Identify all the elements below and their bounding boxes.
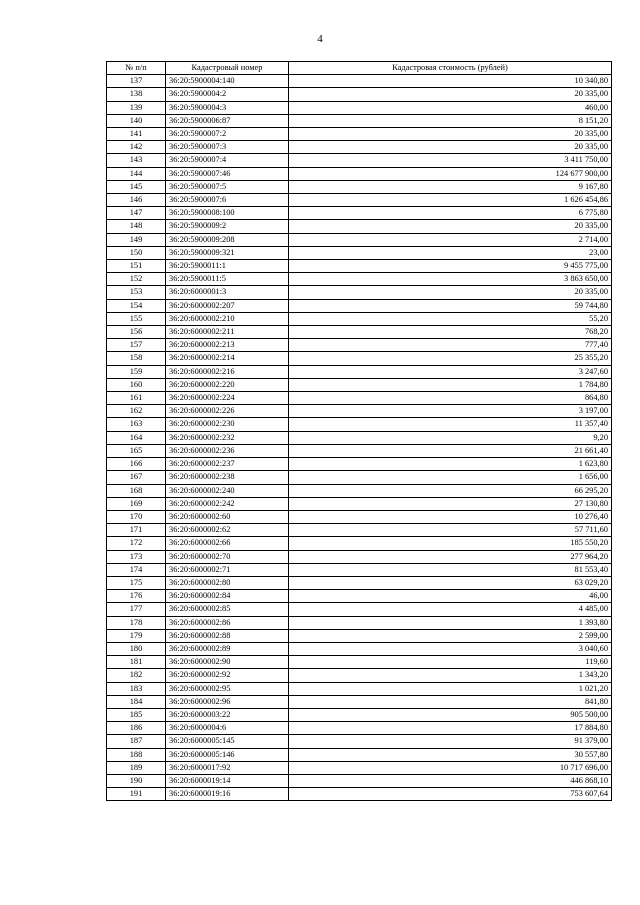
row-number-cell: 153 <box>107 286 166 299</box>
cadastral-value-cell: 20 335,00 <box>289 88 612 101</box>
cadastral-number-cell: 36:20:5900007:4 <box>166 154 289 167</box>
row-number-cell: 145 <box>107 180 166 193</box>
row-number-cell: 152 <box>107 273 166 286</box>
cadastral-number-cell: 36:20:6000005:145 <box>166 735 289 748</box>
row-number-cell: 139 <box>107 101 166 114</box>
cadastral-number-cell: 36:20:6000005:146 <box>166 748 289 761</box>
row-number-cell: 141 <box>107 128 166 141</box>
row-number-cell: 191 <box>107 788 166 801</box>
row-number-cell: 180 <box>107 642 166 655</box>
row-number-cell: 189 <box>107 761 166 774</box>
row-number-cell: 157 <box>107 339 166 352</box>
table-row <box>107 722 612 735</box>
row-number-cell: 177 <box>107 603 166 616</box>
row-number-cell: 176 <box>107 590 166 603</box>
cadastral-value-cell: 27 130,80 <box>289 497 612 510</box>
cadastral-number-cell: 36:20:6000003:22 <box>166 708 289 721</box>
cadastral-value-cell: 59 744,80 <box>289 299 612 312</box>
cadastral-number-cell: 36:20:5900004:2 <box>166 88 289 101</box>
cadastral-value-cell: 23,00 <box>289 246 612 259</box>
cadastral-value-cell: 66 295,20 <box>289 484 612 497</box>
table-row <box>107 669 612 682</box>
cadastral-value-cell: 2 599,00 <box>289 629 612 642</box>
row-number-cell: 166 <box>107 458 166 471</box>
row-number-cell: 183 <box>107 682 166 695</box>
cadastral-number-cell: 36:20:6000002:62 <box>166 524 289 537</box>
row-number-cell: 155 <box>107 312 166 325</box>
row-number-cell: 182 <box>107 669 166 682</box>
row-number-cell: 178 <box>107 616 166 629</box>
cadastral-number-cell: 36:20:6000002:90 <box>166 656 289 669</box>
row-number-cell: 169 <box>107 497 166 510</box>
table-row <box>107 497 612 510</box>
cadastral-value-cell: 11 357,40 <box>289 418 612 431</box>
cadastral-number-cell: 36:20:6000002:86 <box>166 616 289 629</box>
cadastral-value-cell: 10 340,80 <box>289 75 612 88</box>
cadastral-value-cell: 2 714,00 <box>289 233 612 246</box>
cadastral-value-cell: 20 335,00 <box>289 286 612 299</box>
table-row <box>107 444 612 457</box>
cadastral-number-cell: 36:20:6000002:88 <box>166 629 289 642</box>
cadastral-value-cell: 3 863 650,00 <box>289 273 612 286</box>
table-row <box>107 299 612 312</box>
cadastral-number-cell: 36:20:5900011:1 <box>166 260 289 273</box>
row-number-cell: 179 <box>107 629 166 642</box>
table-row <box>107 326 612 339</box>
row-number-cell: 175 <box>107 576 166 589</box>
cadastral-value-cell: 864,80 <box>289 392 612 405</box>
table-row <box>107 75 612 88</box>
table-row <box>107 273 612 286</box>
cadastral-value-cell: 1 021,20 <box>289 682 612 695</box>
cadastral-value-cell: 1 343,20 <box>289 669 612 682</box>
table-row <box>107 616 612 629</box>
cadastral-number-cell: 36:20:5900007:46 <box>166 167 289 180</box>
table-row <box>107 154 612 167</box>
table-row <box>107 788 612 801</box>
row-number-cell: 161 <box>107 392 166 405</box>
cadastral-value-cell: 46,00 <box>289 590 612 603</box>
row-number-cell: 138 <box>107 88 166 101</box>
row-number-cell: 158 <box>107 352 166 365</box>
cadastral-number-cell: 36:20:6000002:214 <box>166 352 289 365</box>
cadastral-number-cell: 36:20:5900009:208 <box>166 233 289 246</box>
cadastral-number-cell: 36:20:6000002:238 <box>166 471 289 484</box>
table-row <box>107 378 612 391</box>
cadastral-value-cell: 6 775,80 <box>289 207 612 220</box>
header-cadastral-value: Кадастровая стоимость (рублей) <box>289 62 612 75</box>
table-row <box>107 260 612 273</box>
row-number-cell: 172 <box>107 537 166 550</box>
cadastral-value-cell: 277 964,20 <box>289 550 612 563</box>
cadastral-value-cell: 1 626 454,86 <box>289 194 612 207</box>
row-number-cell: 184 <box>107 695 166 708</box>
cadastral-value-cell: 768,20 <box>289 326 612 339</box>
row-number-cell: 170 <box>107 510 166 523</box>
row-number-cell: 148 <box>107 220 166 233</box>
table-row <box>107 484 612 497</box>
cadastral-value-cell: 9,20 <box>289 431 612 444</box>
cadastral-number-cell: 36:20:6000002:96 <box>166 695 289 708</box>
cadastral-value-cell: 81 553,40 <box>289 563 612 576</box>
table-row <box>107 603 612 616</box>
cadastral-value-cell: 8 151,20 <box>289 114 612 127</box>
row-number-cell: 162 <box>107 405 166 418</box>
row-number-cell: 137 <box>107 75 166 88</box>
row-number-cell: 187 <box>107 735 166 748</box>
row-number-cell: 150 <box>107 246 166 259</box>
cadastral-value-cell: 91 379,00 <box>289 735 612 748</box>
cadastral-number-cell: 36:20:6000002:236 <box>166 444 289 457</box>
table-row <box>107 141 612 154</box>
row-number-cell: 186 <box>107 722 166 735</box>
table-row <box>107 365 612 378</box>
table-row <box>107 576 612 589</box>
cadastral-value-cell: 119,60 <box>289 656 612 669</box>
table-row <box>107 88 612 101</box>
row-number-cell: 165 <box>107 444 166 457</box>
cadastral-value-cell: 10 717 696,00 <box>289 761 612 774</box>
table-row <box>107 101 612 114</box>
table-row <box>107 563 612 576</box>
cadastral-number-cell: 36:20:6000002:80 <box>166 576 289 589</box>
row-number-cell: 142 <box>107 141 166 154</box>
row-number-cell: 146 <box>107 194 166 207</box>
row-number-cell: 174 <box>107 563 166 576</box>
cadastral-number-cell: 36:20:5900004:3 <box>166 101 289 114</box>
cadastral-number-cell: 36:20:6000002:226 <box>166 405 289 418</box>
cadastral-number-cell: 36:20:5900006:87 <box>166 114 289 127</box>
cadastral-value-cell: 3 411 750,00 <box>289 154 612 167</box>
table-body <box>107 75 612 801</box>
table-row <box>107 550 612 563</box>
cadastral-value-cell: 17 884,80 <box>289 722 612 735</box>
cadastral-number-cell: 36:20:6000002:92 <box>166 669 289 682</box>
cadastral-value-cell: 9 167,80 <box>289 180 612 193</box>
table-row <box>107 286 612 299</box>
cadastral-value-cell: 1 656,00 <box>289 471 612 484</box>
cadastral-value-cell: 20 335,00 <box>289 220 612 233</box>
table-row <box>107 708 612 721</box>
cadastral-value-cell: 3 247,60 <box>289 365 612 378</box>
cadastral-value-cell: 1 784,80 <box>289 378 612 391</box>
cadastral-number-cell: 36:20:6000002:230 <box>166 418 289 431</box>
cadastral-value-cell: 10 276,40 <box>289 510 612 523</box>
cadastral-number-cell: 36:20:5900007:2 <box>166 128 289 141</box>
cadastral-number-cell: 36:20:6000017:92 <box>166 761 289 774</box>
cadastral-value-cell: 777,40 <box>289 339 612 352</box>
cadastral-value-cell: 446 868,10 <box>289 774 612 787</box>
table-row <box>107 524 612 537</box>
cadastral-number-cell: 36:20:6000002:242 <box>166 497 289 510</box>
table-row <box>107 233 612 246</box>
table-row <box>107 392 612 405</box>
table-row <box>107 656 612 669</box>
table-row <box>107 537 612 550</box>
cadastral-number-cell: 36:20:6000002:60 <box>166 510 289 523</box>
cadastral-number-cell: 36:20:6000001:3 <box>166 286 289 299</box>
row-number-cell: 173 <box>107 550 166 563</box>
cadastral-number-cell: 36:20:6000004:6 <box>166 722 289 735</box>
row-number-cell: 171 <box>107 524 166 537</box>
table-row <box>107 114 612 127</box>
cadastral-number-cell: 36:20:6000002:66 <box>166 537 289 550</box>
table-row <box>107 220 612 233</box>
cadastral-value-cell: 25 355,20 <box>289 352 612 365</box>
table-row <box>107 128 612 141</box>
table-row <box>107 695 612 708</box>
cadastral-value-cell: 30 557,80 <box>289 748 612 761</box>
cadastral-value-cell: 9 455 775,00 <box>289 260 612 273</box>
table-row <box>107 458 612 471</box>
cadastral-number-cell: 36:20:6000002:210 <box>166 312 289 325</box>
table-row <box>107 735 612 748</box>
cadastral-number-cell: 36:20:5900009:2 <box>166 220 289 233</box>
row-number-cell: 185 <box>107 708 166 721</box>
row-number-cell: 154 <box>107 299 166 312</box>
cadastral-value-cell: 4 485,00 <box>289 603 612 616</box>
table-row <box>107 642 612 655</box>
cadastral-value-cell: 57 711,60 <box>289 524 612 537</box>
cadastral-value-cell: 753 607,64 <box>289 788 612 801</box>
table-row <box>107 761 612 774</box>
row-number-cell: 181 <box>107 656 166 669</box>
cadastral-value-cell: 20 335,00 <box>289 128 612 141</box>
cadastral-value-cell: 20 335,00 <box>289 141 612 154</box>
cadastral-number-cell: 36:20:6000002:84 <box>166 590 289 603</box>
table-row <box>107 774 612 787</box>
cadastral-number-cell: 36:20:6000002:207 <box>166 299 289 312</box>
table-row <box>107 510 612 523</box>
header-row-number: № п/п <box>107 62 166 75</box>
cadastral-value-cell: 460,00 <box>289 101 612 114</box>
cadastral-number-cell: 36:20:5900009:321 <box>166 246 289 259</box>
cadastral-number-cell: 36:20:6000002:211 <box>166 326 289 339</box>
cadastral-number-cell: 36:20:5900007:6 <box>166 194 289 207</box>
table-row <box>107 207 612 220</box>
row-number-cell: 159 <box>107 365 166 378</box>
cadastral-value-cell: 1 623,80 <box>289 458 612 471</box>
cadastral-number-cell: 36:20:6000002:95 <box>166 682 289 695</box>
row-number-cell: 143 <box>107 154 166 167</box>
cadastral-value-table <box>106 61 612 801</box>
table-row <box>107 418 612 431</box>
cadastral-number-cell: 36:20:6000002:240 <box>166 484 289 497</box>
cadastral-value-cell: 3 197,00 <box>289 405 612 418</box>
cadastral-number-cell: 36:20:6000002:220 <box>166 378 289 391</box>
cadastral-value-cell: 841,80 <box>289 695 612 708</box>
row-number-cell: 163 <box>107 418 166 431</box>
cadastral-number-cell: 36:20:6000002:216 <box>166 365 289 378</box>
row-number-cell: 147 <box>107 207 166 220</box>
row-number-cell: 188 <box>107 748 166 761</box>
cadastral-number-cell: 36:20:5900007:5 <box>166 180 289 193</box>
table-row <box>107 180 612 193</box>
cadastral-number-cell: 36:20:5900008:100 <box>166 207 289 220</box>
page-number: 4 <box>317 33 323 45</box>
cadastral-number-cell: 36:20:6000002:237 <box>166 458 289 471</box>
table-row <box>107 312 612 325</box>
cadastral-number-cell: 36:20:6000002:70 <box>166 550 289 563</box>
row-number-cell: 144 <box>107 167 166 180</box>
table-row <box>107 682 612 695</box>
cadastral-value-cell: 124 677 900,00 <box>289 167 612 180</box>
row-number-cell: 190 <box>107 774 166 787</box>
cadastral-value-cell: 1 393,80 <box>289 616 612 629</box>
cadastral-number-cell: 36:20:6000019:16 <box>166 788 289 801</box>
cadastral-number-cell: 36:20:6000002:224 <box>166 392 289 405</box>
table-row <box>107 629 612 642</box>
row-number-cell: 164 <box>107 431 166 444</box>
row-number-cell: 149 <box>107 233 166 246</box>
cadastral-number-cell: 36:20:6000002:71 <box>166 563 289 576</box>
cadastral-value-cell: 3 040,60 <box>289 642 612 655</box>
table-header-row <box>107 62 612 75</box>
row-number-cell: 151 <box>107 260 166 273</box>
row-number-cell: 140 <box>107 114 166 127</box>
table-row <box>107 194 612 207</box>
cadastral-number-cell: 36:20:6000002:213 <box>166 339 289 352</box>
cadastral-value-cell: 55,20 <box>289 312 612 325</box>
header-cadastral-number: Кадастровый номер <box>166 62 289 75</box>
table-row <box>107 167 612 180</box>
table-row <box>107 246 612 259</box>
row-number-cell: 168 <box>107 484 166 497</box>
cadastral-value-cell: 63 029,20 <box>289 576 612 589</box>
row-number-cell: 167 <box>107 471 166 484</box>
cadastral-value-cell: 185 550,20 <box>289 537 612 550</box>
row-number-cell: 156 <box>107 326 166 339</box>
table-row <box>107 590 612 603</box>
row-number-cell: 160 <box>107 378 166 391</box>
cadastral-number-cell: 36:20:5900011:5 <box>166 273 289 286</box>
cadastral-number-cell: 36:20:6000019:14 <box>166 774 289 787</box>
table-row <box>107 352 612 365</box>
table-row <box>107 748 612 761</box>
cadastral-value-cell: 905 500,00 <box>289 708 612 721</box>
table-row <box>107 431 612 444</box>
cadastral-number-cell: 36:20:5900007:3 <box>166 141 289 154</box>
table-row <box>107 405 612 418</box>
cadastral-number-cell: 36:20:6000002:232 <box>166 431 289 444</box>
table-row <box>107 339 612 352</box>
table-row <box>107 471 612 484</box>
cadastral-number-cell: 36:20:5900004:140 <box>166 75 289 88</box>
cadastral-value-cell: 21 661,40 <box>289 444 612 457</box>
cadastral-number-cell: 36:20:6000002:89 <box>166 642 289 655</box>
cadastral-number-cell: 36:20:6000002:85 <box>166 603 289 616</box>
